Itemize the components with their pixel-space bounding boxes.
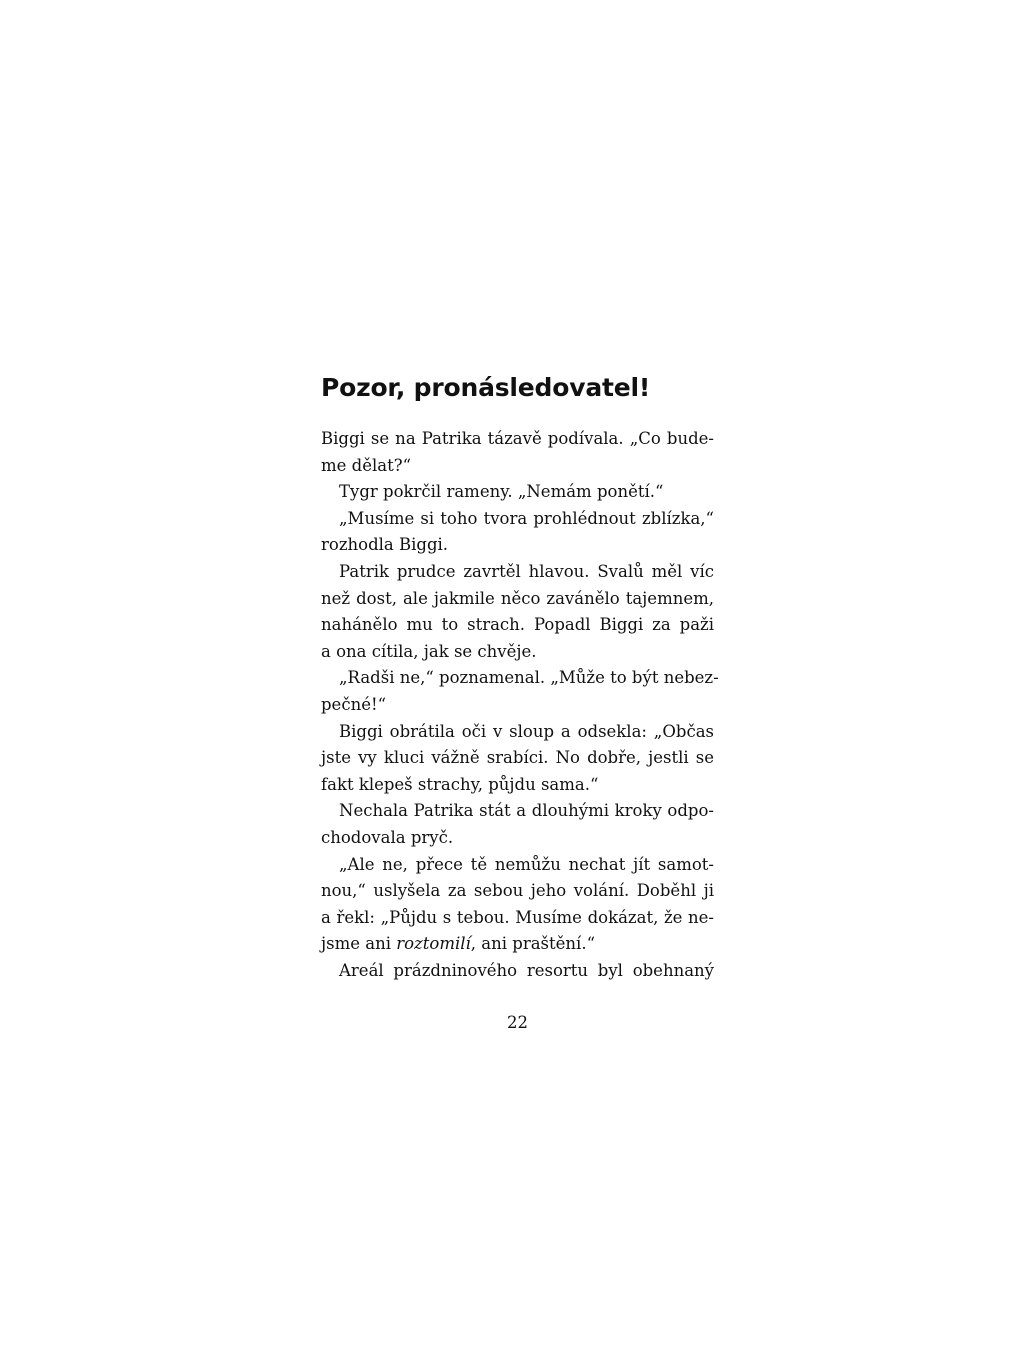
text-line: Tygr pokrčil rameny. „Nemám ponětí.“	[339, 482, 664, 502]
text-line: „Radši ne,“ poznamenal. „Může to být nebez-	[339, 668, 719, 688]
text-line: Biggi obrátila oči v sloup a odsekla: „Občas	[339, 721, 714, 741]
text-line: „Ale ne, přece tě nemůžu nechat jít samot-	[339, 854, 714, 874]
body-text	[321, 426, 719, 984]
text-line: jste vy kluci vážně srabíci. No dobře, jestli se	[321, 748, 714, 768]
text-line: me dělat?“	[321, 455, 412, 475]
text-line: pečné!“	[321, 694, 387, 714]
text-line: a řekl: „Půjdu s tebou. Musíme dokázat, že ne-	[321, 907, 714, 927]
emphasized-word: roztomilí	[396, 934, 471, 954]
text-line: nahánělo mu to strach. Popadl Biggi za paži	[321, 615, 714, 635]
text-line: nou,“ uslyšela za sebou jeho volání. Doběhl ji	[321, 881, 714, 901]
chapter-title: Pozor, pronásledovatel!	[321, 373, 651, 402]
text-line: Biggi se na Patrika tázavě podívala. „Co bude-	[321, 429, 714, 448]
text-line: Nechala Patrika stát a dlouhými kroky odpo-	[339, 801, 714, 821]
page-number: 22	[507, 1013, 528, 1032]
text-line: „Musíme si toho tvora prohlédnout zblízka,“	[339, 508, 714, 528]
book-page	[321, 370, 719, 984]
text-line: chodovala pryč.	[321, 827, 454, 847]
text-line: a ona cítila, jak se chvěje.	[321, 641, 537, 661]
text-line: fakt klepeš strachy, půjdu sama.“	[321, 774, 599, 794]
text-line: než dost, ale jakmile něco zavánělo tajemnem,	[321, 588, 714, 608]
text-line: rozhodla Biggi.	[321, 535, 449, 555]
text-line: Patrik prudce zavrtěl hlavou. Svalů měl víc	[339, 561, 714, 581]
text-line: Areál prázdninového resortu byl obehnaný	[339, 960, 714, 980]
text-line: jsme ani roztomilí, ani praštění.“	[321, 934, 596, 954]
